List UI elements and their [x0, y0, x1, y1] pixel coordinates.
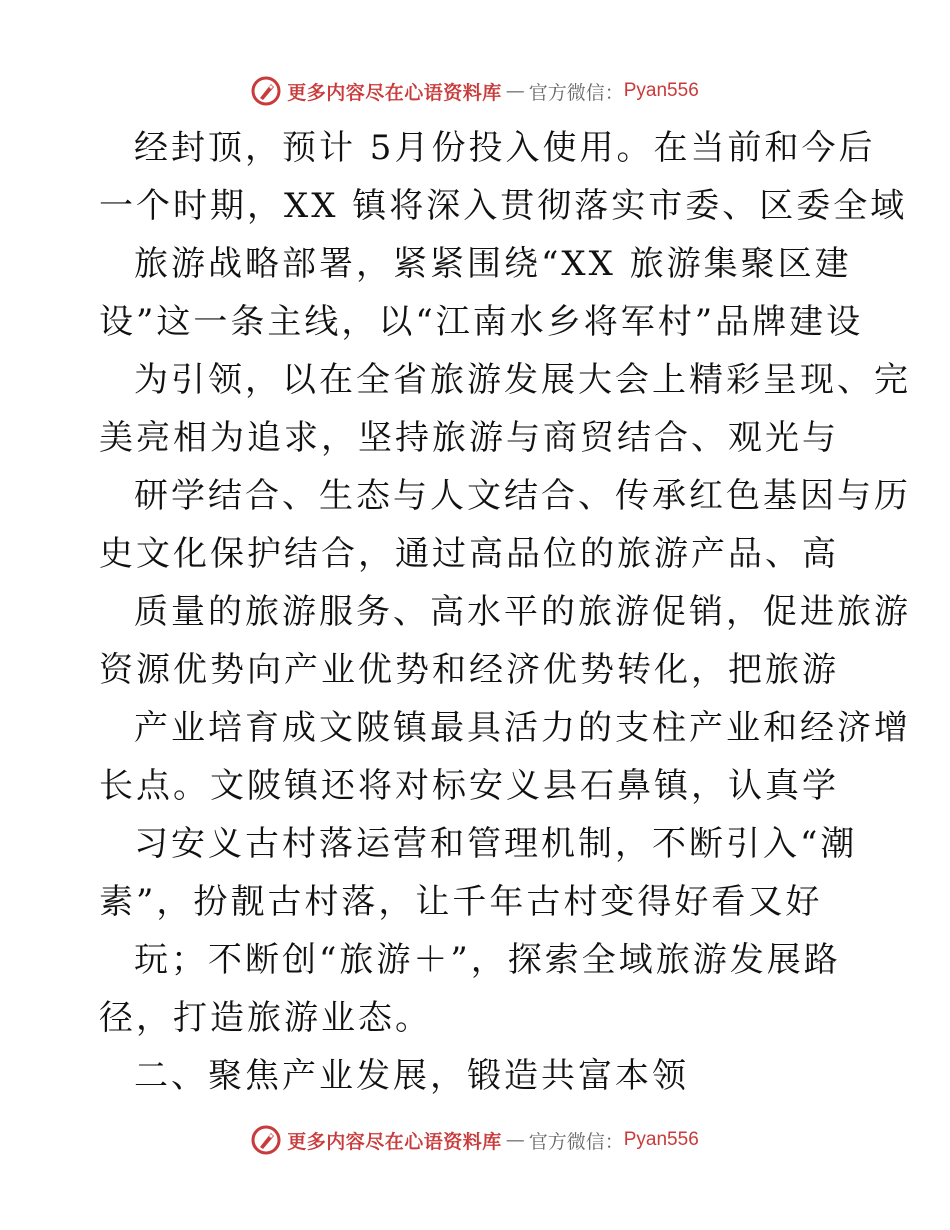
- body-line-10: 资源优势向产业优势和经济优势转化，把旅游: [99, 650, 839, 690]
- body-line-7: 研学结合、生态与人文结合、传承红色基因与历: [134, 476, 911, 516]
- watermark-separator: —: [505, 80, 525, 102]
- footer-watermark: [0, 1120, 950, 1160]
- body-line-15: 玩；不断创“旅游＋”，探索全域旅游发展路: [134, 940, 841, 980]
- body-line-2: 一个时期，XX 镇将深入贯彻落实市委、区委全域: [99, 186, 908, 226]
- body-line-3: 旅游战略部署，紧紧围绕“XX 旅游集聚区建: [134, 244, 852, 284]
- pen-nib-logo-icon: [251, 76, 281, 106]
- watermark-id: Pyan556: [623, 80, 699, 101]
- watermark-label: 官方微信：: [528, 1130, 624, 1153]
- body-line-8: 史文化保护结合，通过高品位的旅游产品、高: [99, 534, 839, 574]
- body-line-5: 为引领，以在全省旅游发展大会上精彩呈现、完: [134, 360, 911, 400]
- pen-nib-logo-icon: [251, 1125, 281, 1155]
- body-line-4: 设”这一条主线，以“江南水乡将军村”品牌建设: [99, 302, 864, 342]
- watermark-text: 更多内容尽在心语资料库: [287, 1130, 502, 1153]
- body-line-16: 径，打造旅游业态。: [99, 998, 432, 1038]
- body-line-1: 经封顶，预计 5月份投入使用。在当前和今后: [134, 128, 876, 168]
- watermark-label: 官方微信：: [528, 81, 624, 104]
- body-line-13: 习安义古村落运营和管理机制，不断引入“潮: [134, 824, 858, 864]
- header-watermark: [0, 71, 950, 111]
- body-line-6: 美亮相为追求，坚持旅游与商贸结合、观光与: [99, 418, 839, 458]
- section-heading: 二、聚焦产业发展，锻造共富本领: [134, 1056, 689, 1096]
- body-line-11: 产业培育成文陂镇最具活力的支柱产业和经济增: [134, 708, 911, 748]
- watermark-text: 更多内容尽在心语资料库: [287, 81, 502, 104]
- watermark-separator: —: [505, 1129, 525, 1151]
- body-line-9: 质量的旅游服务、高水平的旅游促销，促进旅游: [134, 592, 911, 632]
- body-line-14: 素”，扮靓古村落，让千年古村变得好看又好: [99, 882, 823, 922]
- watermark-id: Pyan556: [623, 1129, 699, 1150]
- body-line-12: 长点。文陂镇还将对标安义县石鼻镇，认真学: [99, 766, 839, 806]
